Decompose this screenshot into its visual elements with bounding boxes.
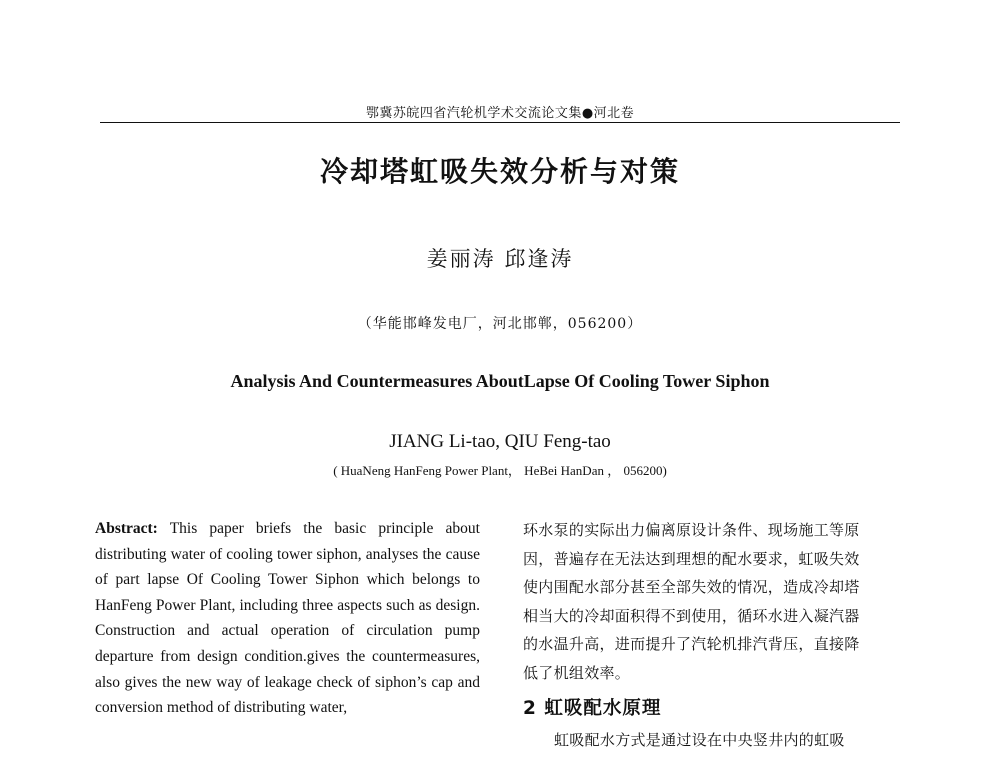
- body-column: [523, 516, 908, 754]
- paper-title-en: Analysis And Countermeasures AboutLapse Of Cooling Tower Siphon: [230, 371, 770, 391]
- body-line: 低了机组效率。: [523, 663, 631, 682]
- affiliation-en: ( HuaNeng HanFeng Power Plant， HeBei HanDan ， 056200): [333, 463, 667, 478]
- body-line: 环水泵的实际出力偏离原设计条件、现场施工等原: [523, 521, 860, 539]
- authors-cn: 姜丽涛 邱逢涛: [426, 247, 574, 271]
- header-rule: [100, 122, 900, 123]
- abstract-label: Abstract:: [95, 520, 158, 537]
- authors-en: JIANG Li-tao, QIU Feng-tao: [389, 431, 611, 452]
- body-line: 使内围配水部分甚至全部失效的情况，造成冷却塔: [523, 578, 860, 597]
- section-first-line: 虹吸配水方式是通过设在中央竖井内的虹吸: [554, 730, 845, 749]
- section-heading: 2 虹吸配水原理: [523, 697, 662, 719]
- affiliation-cn: （华能邯峰发电厂，河北邯郸，056200）: [357, 316, 643, 332]
- abstract-column: [95, 516, 480, 721]
- body-line: 因，普遍存在无法达到理想的配水要求，虹吸失效: [523, 549, 860, 568]
- running-header: 鄂冀苏皖四省汽轮机学术交流论文集●河北卷: [365, 106, 635, 121]
- abstract-text: This paper briefs the basic principle about distributing water of cooling tower siphon, analyses the cause of part lapse Of Cooling Tower Siphon which belongs to HanFeng Power Plant, including three aspects such as design. Construction and actual operation of circulation pump departure from design condition.gives the countermeasures, also gives the new way of leakage check of siphon’s cap and conversion method of distributing water,: [95, 520, 480, 717]
- body-line: 的水温升高，进而提升了汽轮机排汽背压，直接降: [523, 635, 860, 654]
- paper-title-cn: 冷却塔虹吸失效分析与对策: [319, 155, 680, 188]
- body-line: 相当大的冷却面积得不到使用，循环水进入凝汽器: [523, 606, 860, 625]
